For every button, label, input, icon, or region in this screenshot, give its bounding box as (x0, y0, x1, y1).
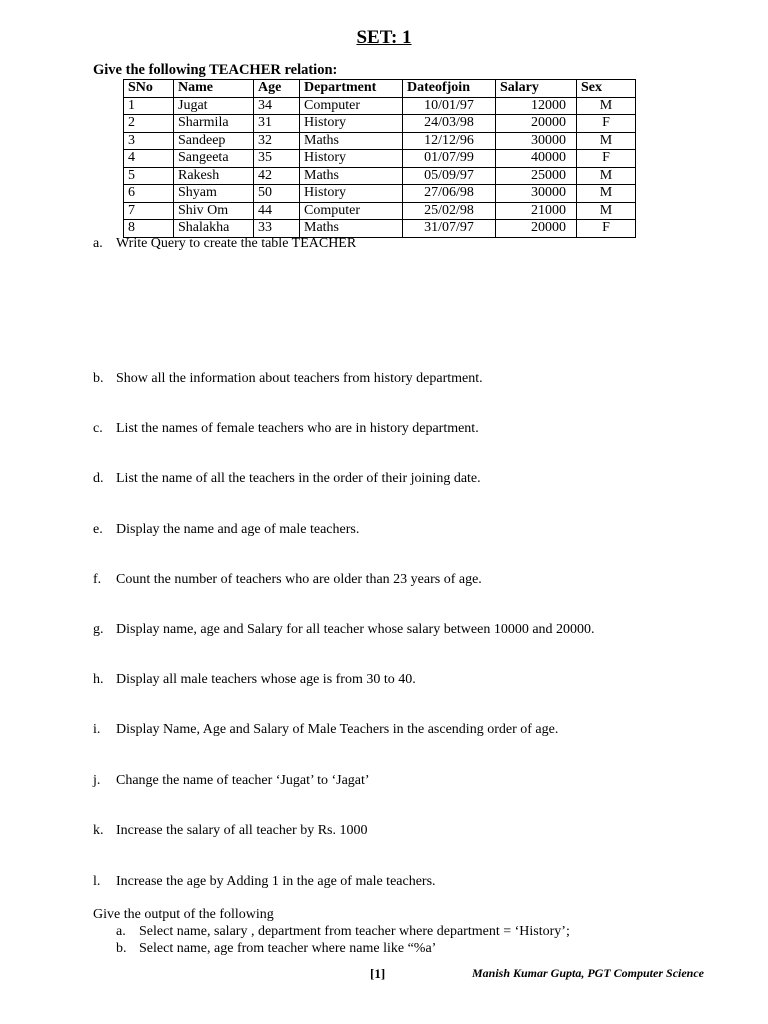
question-k (93, 823, 368, 839)
cell-salary: 20000 (496, 115, 577, 133)
output-item-a (116, 924, 570, 940)
table-row (124, 185, 636, 203)
teacher-table (123, 79, 636, 238)
question-c (93, 421, 479, 437)
cell-salary: 25000 (496, 167, 577, 185)
cell-sno: 3 (124, 132, 174, 150)
footer-author: Manish Kumar Gupta, PGT Computer Science (471, 966, 704, 980)
question-text: List the name of all the teachers in the order of their joining date. (116, 471, 481, 486)
header-age: Age (254, 80, 300, 98)
question-letter: a. (93, 236, 103, 251)
cell-sex: M (577, 132, 636, 150)
question-text: Count the number of teachers who are older than 23 years of age. (116, 572, 482, 587)
question-text: Show all the information about teachers from history department. (116, 371, 483, 386)
cell-salary: 20000 (496, 220, 577, 238)
cell-age: 33 (254, 220, 300, 238)
question-text: Increase the salary of all teacher by Rs. 1000 (116, 823, 368, 838)
question-text: Display the name and age of male teachers. (116, 522, 360, 537)
cell-age: 35 (254, 150, 300, 168)
cell-name: Sandeep (174, 132, 254, 150)
output-text: Select name, salary , department from teacher where department = ‘History’; (139, 924, 570, 939)
cell-dateofjoin: 05/09/97 (403, 167, 496, 185)
cell-department: Maths (300, 220, 403, 238)
cell-salary: 30000 (496, 185, 577, 203)
question-h (93, 672, 416, 688)
header-department: Department (300, 80, 403, 98)
output-text: Select name, age from teacher where name like “%a’ (139, 941, 437, 956)
question-a (93, 236, 356, 252)
cell-department: Maths (300, 167, 403, 185)
cell-department: History (300, 150, 403, 168)
cell-department: History (300, 115, 403, 133)
cell-department: History (300, 185, 403, 203)
intro-heading: Give the following TEACHER relation: (93, 62, 338, 78)
question-letter: k. (93, 823, 104, 838)
cell-age: 42 (254, 167, 300, 185)
question-text: Display all male teachers whose age is from 30 to 40. (116, 672, 416, 687)
question-letter: g. (93, 622, 104, 637)
question-text: Increase the age by Adding 1 in the age of male teachers. (116, 874, 436, 889)
cell-dateofjoin: 12/12/96 (403, 132, 496, 150)
question-text: Display Name, Age and Salary of Male Teachers in the ascending order of age. (116, 722, 559, 737)
question-letter: b. (93, 371, 104, 386)
page-title: SET: 1 (356, 27, 412, 48)
question-letter: j. (93, 773, 101, 788)
cell-age: 50 (254, 185, 300, 203)
cell-name: Rakesh (174, 167, 254, 185)
cell-dateofjoin: 10/01/97 (403, 97, 496, 115)
cell-department: Computer (300, 97, 403, 115)
cell-sno: 6 (124, 185, 174, 203)
header-sno: SNo (124, 80, 174, 98)
question-i (93, 722, 558, 738)
question-b (93, 371, 483, 387)
question-text: List the names of female teachers who are in history department. (116, 421, 479, 436)
question-f (93, 572, 482, 588)
header-name: Name (174, 80, 254, 98)
output-letter: b. (116, 941, 127, 956)
question-j (93, 773, 370, 789)
question-e (93, 522, 359, 538)
table-header-row (124, 80, 636, 98)
output-heading: Give the output of the following (93, 907, 274, 922)
cell-dateofjoin: 24/03/98 (403, 115, 496, 133)
cell-salary: 30000 (496, 132, 577, 150)
cell-name: Shiv Om (174, 202, 254, 220)
question-g (93, 622, 595, 638)
cell-name: Jugat (174, 97, 254, 115)
cell-department: Maths (300, 132, 403, 150)
cell-sno: 2 (124, 115, 174, 133)
cell-department: Computer (300, 202, 403, 220)
cell-sno: 1 (124, 97, 174, 115)
cell-dateofjoin: 31/07/97 (403, 220, 496, 238)
question-letter: f. (93, 572, 102, 587)
question-l (93, 874, 436, 890)
cell-name: Shalakha (174, 220, 254, 238)
cell-age: 44 (254, 202, 300, 220)
cell-age: 34 (254, 97, 300, 115)
cell-sno: 8 (124, 220, 174, 238)
cell-sex: F (577, 115, 636, 133)
question-text: Write Query to create the table TEACHER (116, 236, 357, 251)
cell-name: Shyam (174, 185, 254, 203)
cell-name: Sharmila (174, 115, 254, 133)
header-salary: Salary (496, 80, 577, 98)
cell-salary: 40000 (496, 150, 577, 168)
cell-dateofjoin: 27/06/98 (403, 185, 496, 203)
question-text: Change the name of teacher ‘Jugat’ to ‘Jagat’ (116, 773, 370, 788)
cell-sex: M (577, 97, 636, 115)
cell-sex: M (577, 185, 636, 203)
table-row (124, 202, 636, 220)
cell-dateofjoin: 25/02/98 (403, 202, 496, 220)
question-letter: e. (93, 522, 103, 537)
table-row (124, 132, 636, 150)
page-number: [1] (370, 966, 386, 981)
cell-age: 31 (254, 115, 300, 133)
header-dateofjoin: Dateofjoin (403, 80, 496, 98)
table-row (124, 220, 636, 238)
output-letter: a. (116, 924, 126, 939)
table-row (124, 115, 636, 133)
question-letter: i. (93, 722, 101, 737)
question-letter: d. (93, 471, 104, 486)
cell-sex: F (577, 150, 636, 168)
table-row (124, 150, 636, 168)
cell-salary: 12000 (496, 97, 577, 115)
header-sex: Sex (577, 80, 636, 98)
question-letter: h. (93, 672, 104, 687)
cell-sno: 5 (124, 167, 174, 185)
output-item-b (116, 941, 436, 957)
table-row (124, 97, 636, 115)
cell-name: Sangeeta (174, 150, 254, 168)
cell-dateofjoin: 01/07/99 (403, 150, 496, 168)
cell-sex: M (577, 167, 636, 185)
question-letter: l. (93, 874, 101, 889)
table-row (124, 167, 636, 185)
cell-sex: F (577, 220, 636, 238)
cell-sno: 4 (124, 150, 174, 168)
question-d (93, 471, 481, 487)
question-text: Display name, age and Salary for all teacher whose salary between 10000 and 20000. (116, 622, 595, 637)
question-letter: c. (93, 421, 103, 436)
cell-sno: 7 (124, 202, 174, 220)
cell-age: 32 (254, 132, 300, 150)
cell-salary: 21000 (496, 202, 577, 220)
cell-sex: M (577, 202, 636, 220)
